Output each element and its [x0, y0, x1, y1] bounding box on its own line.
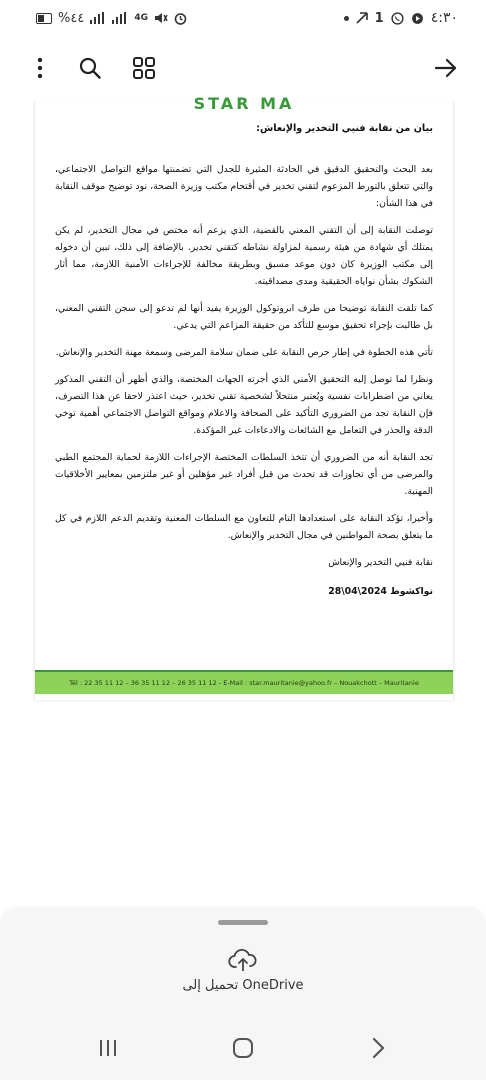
battery-icon — [36, 13, 52, 24]
notification-number: 1 — [374, 10, 384, 26]
nav-back-button[interactable] — [354, 1024, 402, 1072]
grid-icon — [133, 57, 155, 79]
arrow-notification-icon — [356, 12, 368, 24]
recents-icon — [98, 1039, 118, 1057]
search-button[interactable] — [70, 48, 110, 88]
document-paragraph: تجد النقابة أنه من الضروري أن تتخذ السلطات المختصة الإجراءات اللازمة لحماية المجتمع الطبي والمرضى من أي تجاوزات قد تحدث من قبل أفراد غير مؤهلين أو غير ملتزمين بمعايير الأخلاقيات المهنية. — [55, 452, 433, 497]
document-paragraph: بعد البحث والتحقيق الدقيق في الحادثة المثيرة للجدل التي تضمنتها مواقع التواصل الاجتماعي، والتي تتعلق بالتورط المزعوم لتقني تخدير في أقتحام مكتب وزيرة الصحة، نود توضيح موقف النقابة في هذا الشأن: — [55, 164, 433, 209]
document-signature: نقابة فنيي التخدير والإنعاش — [328, 557, 433, 568]
document-paragraph: وأخيرا، تؤكد النقابة على استعدادها التام للتعاون مع السلطات المعنية وتقديم الدعم اللازم في كل ما يتعلق بصحة المواطنين في مجال التخدير والإنعاش. — [55, 513, 433, 541]
document-paragraph: توصلت النقابة إلى أن التقني المعني بالقضية، الذي يزعم أنه مختص في مجال التخدير، لم يكن يمتلك أي شهادة من هيئة رسمية لمزاولة نشاطه كتقني تخدير. بالإضافة إلى ذلك، تبين أن دخوله إلى مكتب الوزيرة كان دون موعد مسبق وبطريقة مخالفة للإجراءات الأمنية اللازمة، مما أثار الشكوك بشأن نواياه الحقيقية ومدى مصداقيته. — [55, 225, 433, 287]
back-chevron-icon — [371, 1037, 385, 1059]
signal-icon — [90, 12, 106, 24]
document-paragraph: ونظرا لما توصل إليه التحقيق الأمني الذي أجرته الجهات المختصة، والذي أظهر أن التقني المذكور يعاني من اضطرابات نفسية ويُعتبر منتحلاً لشخصية تقني تخدير، حيث اعتذر لاحقا عن هذا التصرف، فإن النقابة تجد من الضروري التأكيد على الصحافة والاعلام ومواقع التواصل الاجتماعي أهمية توخي الدقة والحذر في التعامل مع الشائعات والادعاءات غير المؤكدة. — [55, 374, 433, 436]
upload-onedrive-button[interactable] — [143, 948, 343, 1008]
document-logo: STAR MA — [193, 94, 295, 113]
back-button[interactable] — [426, 48, 466, 88]
system-nav-bar — [0, 1016, 486, 1080]
document-date: نواكشوط 2024\04\28 — [328, 586, 433, 597]
battery-percentage: %٤٤ — [58, 10, 85, 26]
viewer-toolbar — [0, 36, 486, 100]
alarm-icon — [174, 12, 187, 25]
onedrive-label: تحميل إلى OneDrive — [182, 978, 304, 993]
whatsapp-icon — [391, 12, 404, 25]
clock: ٤:٣٠ — [430, 10, 458, 26]
notification-dot — [344, 16, 349, 21]
home-icon — [232, 1037, 254, 1059]
document-paragraph: كما تلقت النقابة توضيحا من طرف ابروتوكول الوزيرة يفيد أنها لم تدعو إلى سجن التقني المعني، بل طالبت بإجراء تحقيق موسع للتأكد من حقيقة المزاعم التي يدعي. — [55, 303, 433, 331]
document-paragraph: تأتي هذه الخطوة في إطار حرص النقابة على ضمان سلامة المرضى وسمعة مهنة التخدير والإنعاش. — [55, 347, 433, 358]
sheet-drag-handle[interactable] — [218, 920, 268, 925]
grid-view-button[interactable] — [124, 48, 164, 88]
status-bar-right — [344, 10, 458, 26]
home-button[interactable] — [219, 1024, 267, 1072]
arrow-right-icon — [435, 58, 457, 78]
status-bar-left — [36, 11, 187, 26]
signal-icon-2 — [112, 12, 128, 24]
document-body — [55, 120, 433, 610]
more-options-button[interactable] — [20, 48, 60, 88]
cloud-upload-icon — [228, 948, 258, 972]
mute-icon — [154, 12, 168, 24]
more-vertical-icon — [37, 57, 43, 79]
document-title: بيان من نقابة فنيي التخدير والإنعاش: — [256, 123, 433, 134]
network-type: 4G — [134, 13, 148, 23]
media-icon — [411, 12, 424, 25]
document-footer: Tél : 22 35 11 12 – 36 35 11 12 – 26 35 11 12 - E-Mail : star.mauritanie@yahoo.fr – Nouakchott – Mauritanie — [35, 670, 453, 694]
document-page[interactable] — [34, 94, 454, 700]
search-icon — [78, 56, 102, 80]
bottom-sheet — [0, 908, 486, 1016]
status-bar — [0, 0, 486, 36]
recents-button[interactable] — [84, 1024, 132, 1072]
